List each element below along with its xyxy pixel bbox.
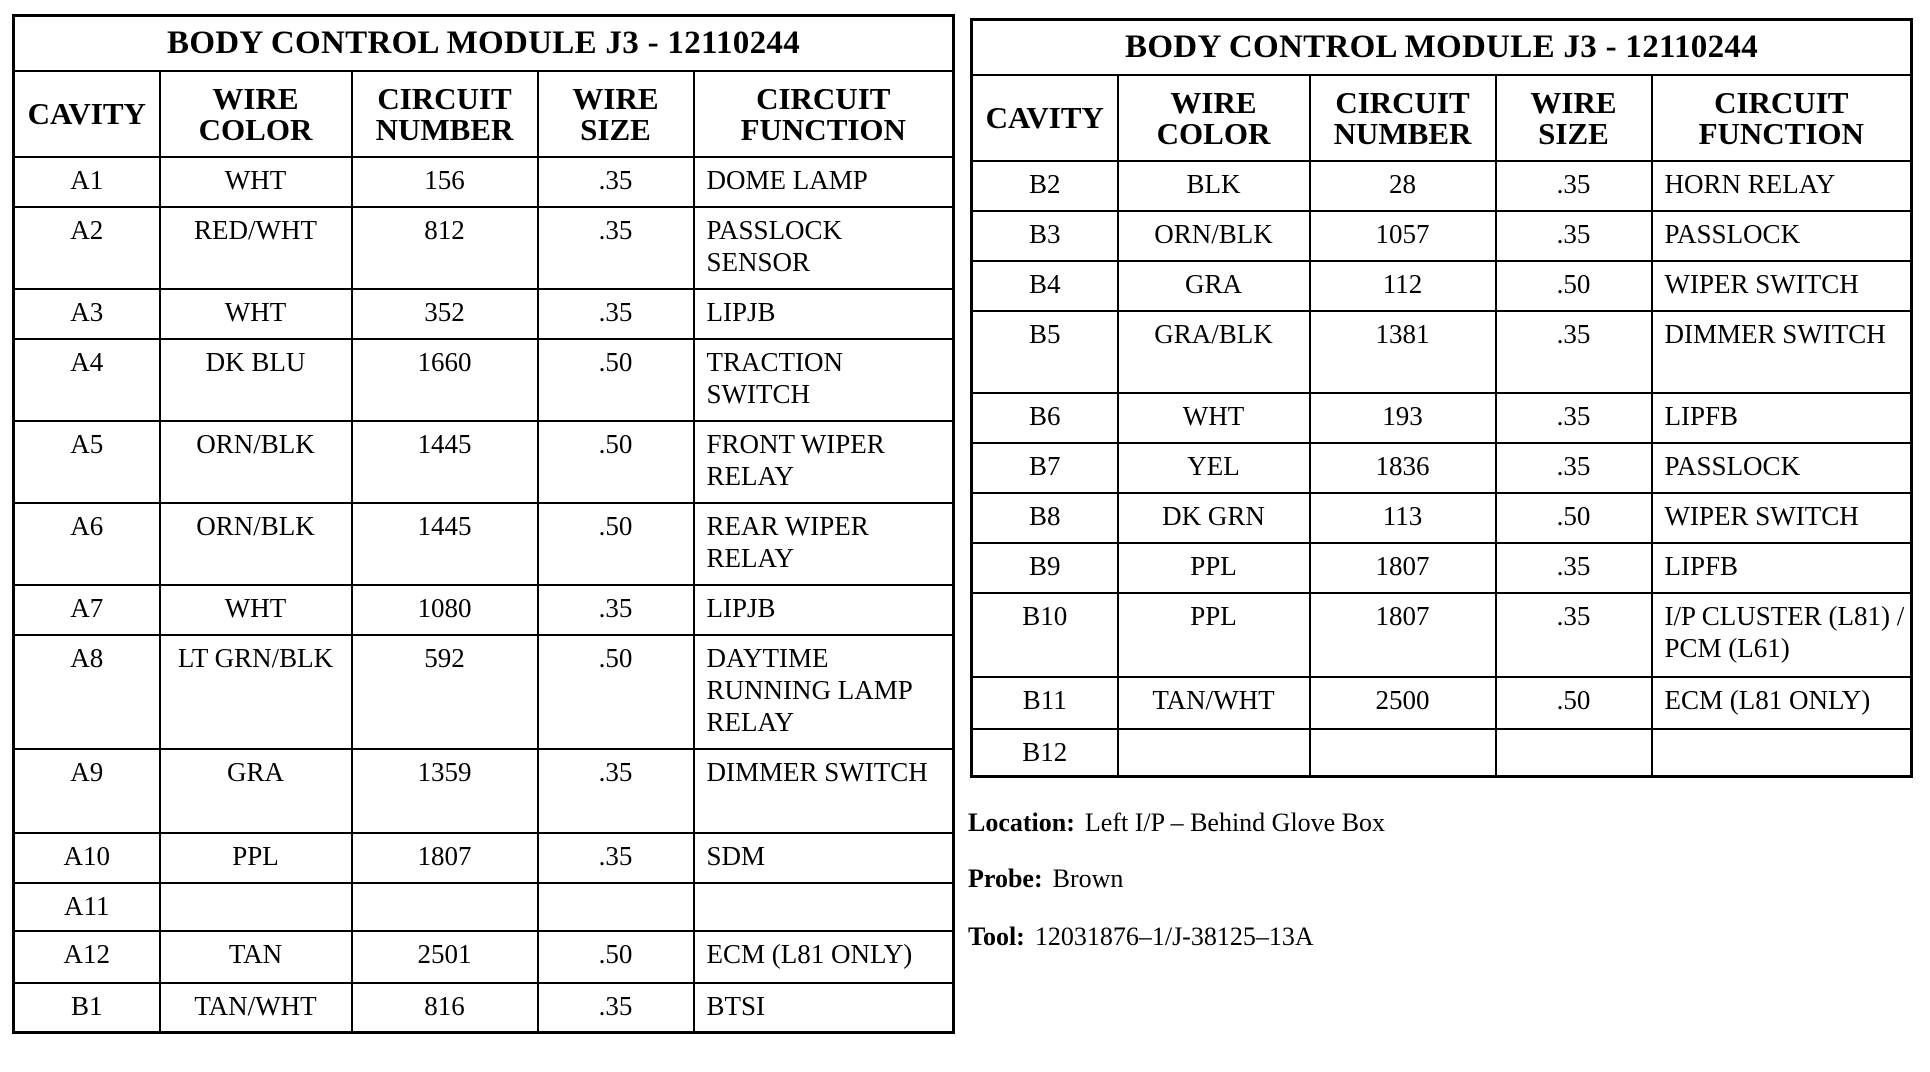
circuit-number-cell: 1381 xyxy=(1310,311,1496,393)
probe-info xyxy=(968,864,1123,894)
column-header-wire-color: WIRE COLOR xyxy=(160,71,352,157)
cavity-cell: B11 xyxy=(972,677,1118,729)
cavity-cell: A7 xyxy=(14,585,160,635)
wire-color-cell: BLK xyxy=(1118,161,1310,211)
circuit-function-cell xyxy=(1652,729,1912,777)
circuit-number-cell: 1359 xyxy=(352,749,538,833)
probe-label: Probe: xyxy=(968,864,1043,893)
wire-color-cell: DK GRN xyxy=(1118,493,1310,543)
wire-color-cell: GRA/BLK xyxy=(1118,311,1310,393)
column-header-cavity: CAVITY xyxy=(972,75,1118,161)
wire-size-cell: .35 xyxy=(1496,161,1652,211)
cavity-cell: A4 xyxy=(14,339,160,421)
circuit-number-cell: 1057 xyxy=(1310,211,1496,261)
table-row xyxy=(972,211,1912,261)
table-row xyxy=(972,261,1912,311)
circuit-number-cell xyxy=(352,883,538,931)
circuit-function-cell: FRONT WIPER RELAY xyxy=(694,421,954,503)
wire-color-cell: PPL xyxy=(1118,593,1310,677)
circuit-number-cell: 112 xyxy=(1310,261,1496,311)
cavity-cell: B3 xyxy=(972,211,1118,261)
wire-color-cell xyxy=(160,883,352,931)
circuit-function-cell: PASSLOCK SENSOR xyxy=(694,207,954,289)
circuit-function-cell: LIPJB xyxy=(694,585,954,635)
probe-value: Brown xyxy=(1052,864,1124,893)
wire-size-cell: .50 xyxy=(538,421,694,503)
wire-size-cell: .35 xyxy=(538,585,694,635)
cavity-cell: A3 xyxy=(14,289,160,339)
location-info xyxy=(968,808,1385,838)
cavity-cell: A1 xyxy=(14,157,160,207)
wire-color-cell: PPL xyxy=(1118,543,1310,593)
circuit-number-cell xyxy=(1310,729,1496,777)
cavity-cell: B4 xyxy=(972,261,1118,311)
circuit-number-cell: 28 xyxy=(1310,161,1496,211)
table-row xyxy=(972,311,1912,393)
circuit-number-cell: 2501 xyxy=(352,931,538,983)
table-row xyxy=(14,207,954,289)
table-row xyxy=(14,289,954,339)
tool-info xyxy=(968,922,1314,952)
table-title: BODY CONTROL MODULE J3 - 12110244 xyxy=(14,16,954,71)
cavity-cell: B7 xyxy=(972,443,1118,493)
circuit-number-cell: 1445 xyxy=(352,503,538,585)
circuit-function-cell: DOME LAMP xyxy=(694,157,954,207)
cavity-cell: A5 xyxy=(14,421,160,503)
wire-size-cell: .35 xyxy=(1496,311,1652,393)
wire-size-cell: .35 xyxy=(1496,393,1652,443)
column-header-circuit-number: CIRCUIT NUMBER xyxy=(1310,75,1496,161)
table-row xyxy=(972,729,1912,777)
wire-color-cell: ORN/BLK xyxy=(160,421,352,503)
circuit-number-cell: 1807 xyxy=(1310,543,1496,593)
column-header-wire-size: WIRE SIZE xyxy=(538,71,694,157)
circuit-number-cell: 812 xyxy=(352,207,538,289)
table-row xyxy=(14,421,954,503)
wire-size-cell: .35 xyxy=(1496,443,1652,493)
circuit-function-cell: BTSI xyxy=(694,983,954,1033)
column-header-wire-color: WIRE COLOR xyxy=(1118,75,1310,161)
circuit-function-cell: WIPER SWITCH xyxy=(1652,261,1912,311)
circuit-function-cell: I/P CLUSTER (L81) / PCM (L61) xyxy=(1652,593,1912,677)
cavity-cell: B1 xyxy=(14,983,160,1033)
wire-size-cell: .35 xyxy=(1496,543,1652,593)
table-row xyxy=(14,883,954,931)
table-row xyxy=(972,493,1912,543)
circuit-function-cell: TRACTION SWITCH xyxy=(694,339,954,421)
table-row xyxy=(14,749,954,833)
wire-color-cell: WHT xyxy=(1118,393,1310,443)
table-row xyxy=(14,983,954,1033)
cavity-cell: B8 xyxy=(972,493,1118,543)
circuit-number-cell: 1080 xyxy=(352,585,538,635)
wire-size-cell: .50 xyxy=(538,931,694,983)
table-row xyxy=(14,157,954,207)
wire-color-cell: ORN/BLK xyxy=(1118,211,1310,261)
cavity-cell: B2 xyxy=(972,161,1118,211)
table-title: BODY CONTROL MODULE J3 - 12110244 xyxy=(972,20,1912,75)
wire-color-cell: RED/WHT xyxy=(160,207,352,289)
cavity-cell: B5 xyxy=(972,311,1118,393)
table-row xyxy=(972,393,1912,443)
table-row xyxy=(14,635,954,749)
table-row xyxy=(972,677,1912,729)
circuit-function-cell: WIPER SWITCH xyxy=(1652,493,1912,543)
cavity-cell: A2 xyxy=(14,207,160,289)
wire-size-cell: .35 xyxy=(1496,593,1652,677)
cavity-cell: B9 xyxy=(972,543,1118,593)
connector-table-left xyxy=(12,14,955,1034)
table-row xyxy=(14,585,954,635)
circuit-function-cell: LIPFB xyxy=(1652,393,1912,443)
circuit-function-cell: SDM xyxy=(694,833,954,883)
circuit-number-cell: 816 xyxy=(352,983,538,1033)
wire-size-cell: .50 xyxy=(1496,261,1652,311)
wire-color-cell: TAN/WHT xyxy=(1118,677,1310,729)
wire-size-cell: .50 xyxy=(538,339,694,421)
location-label: Location: xyxy=(968,808,1075,837)
wire-color-cell: LT GRN/BLK xyxy=(160,635,352,749)
table-row xyxy=(972,543,1912,593)
circuit-number-cell: 156 xyxy=(352,157,538,207)
cavity-cell: A9 xyxy=(14,749,160,833)
column-header-cavity: CAVITY xyxy=(14,71,160,157)
circuit-function-cell: DIMMER SWITCH xyxy=(1652,311,1912,393)
wire-color-cell: PPL xyxy=(160,833,352,883)
wire-color-cell: YEL xyxy=(1118,443,1310,493)
circuit-function-cell: ECM (L81 ONLY) xyxy=(694,931,954,983)
wire-color-cell: WHT xyxy=(160,585,352,635)
wire-size-cell: .35 xyxy=(538,833,694,883)
circuit-function-cell: HORN RELAY xyxy=(1652,161,1912,211)
circuit-function-cell: REAR WIPER RELAY xyxy=(694,503,954,585)
cavity-cell: A6 xyxy=(14,503,160,585)
cavity-cell: B6 xyxy=(972,393,1118,443)
table-row xyxy=(14,931,954,983)
circuit-number-cell: 1660 xyxy=(352,339,538,421)
circuit-number-cell: 193 xyxy=(1310,393,1496,443)
wire-size-cell: .35 xyxy=(538,157,694,207)
cavity-cell: A8 xyxy=(14,635,160,749)
table-row xyxy=(14,833,954,883)
wire-color-cell: DK BLU xyxy=(160,339,352,421)
wire-size-cell: .50 xyxy=(1496,493,1652,543)
wire-size-cell xyxy=(1496,729,1652,777)
wire-color-cell: GRA xyxy=(1118,261,1310,311)
location-value: Left I/P – Behind Glove Box xyxy=(1084,808,1386,837)
wire-size-cell: .50 xyxy=(538,503,694,585)
table-row xyxy=(972,593,1912,677)
wire-size-cell: .50 xyxy=(538,635,694,749)
column-header-circuit-function: CIRCUIT FUNCTION xyxy=(1652,75,1912,161)
wire-size-cell: .35 xyxy=(538,983,694,1033)
column-header-circuit-number: CIRCUIT NUMBER xyxy=(352,71,538,157)
wire-color-cell: WHT xyxy=(160,289,352,339)
circuit-number-cell: 2500 xyxy=(1310,677,1496,729)
cavity-cell: B10 xyxy=(972,593,1118,677)
wire-size-cell xyxy=(538,883,694,931)
column-header-wire-size: WIRE SIZE xyxy=(1496,75,1652,161)
circuit-number-cell: 1807 xyxy=(1310,593,1496,677)
wire-color-cell: GRA xyxy=(160,749,352,833)
wire-size-cell: .50 xyxy=(1496,677,1652,729)
circuit-function-cell: LIPFB xyxy=(1652,543,1912,593)
circuit-function-cell: PASSLOCK xyxy=(1652,211,1912,261)
connector-table-right xyxy=(970,18,1913,778)
table-row xyxy=(14,339,954,421)
tool-label: Tool: xyxy=(968,922,1025,951)
wire-color-cell: WHT xyxy=(160,157,352,207)
column-header-circuit-function: CIRCUIT FUNCTION xyxy=(694,71,954,157)
circuit-number-cell: 113 xyxy=(1310,493,1496,543)
wire-color-cell: TAN xyxy=(160,931,352,983)
circuit-function-cell: PASSLOCK xyxy=(1652,443,1912,493)
cavity-cell: B12 xyxy=(972,729,1118,777)
table-row xyxy=(972,443,1912,493)
circuit-number-cell: 352 xyxy=(352,289,538,339)
circuit-function-cell: DIMMER SWITCH xyxy=(694,749,954,833)
circuit-function-cell: LIPJB xyxy=(694,289,954,339)
wire-color-cell: TAN/WHT xyxy=(160,983,352,1033)
wire-size-cell: .35 xyxy=(538,207,694,289)
tool-value: 12031876–1/J-38125–13A xyxy=(1034,922,1314,951)
wire-size-cell: .35 xyxy=(1496,211,1652,261)
circuit-function-cell: ECM (L81 ONLY) xyxy=(1652,677,1912,729)
table-body-right xyxy=(972,161,1912,777)
circuit-function-cell xyxy=(694,883,954,931)
cavity-cell: A10 xyxy=(14,833,160,883)
wire-color-cell: ORN/BLK xyxy=(160,503,352,585)
circuit-number-cell: 1445 xyxy=(352,421,538,503)
circuit-number-cell: 592 xyxy=(352,635,538,749)
cavity-cell: A12 xyxy=(14,931,160,983)
wire-size-cell: .35 xyxy=(538,749,694,833)
table-row xyxy=(14,503,954,585)
table-row xyxy=(972,161,1912,211)
wire-color-cell xyxy=(1118,729,1310,777)
circuit-function-cell: DAYTIME RUNNING LAMP RELAY xyxy=(694,635,954,749)
circuit-number-cell: 1836 xyxy=(1310,443,1496,493)
table-body-left xyxy=(14,157,954,1033)
wire-size-cell: .35 xyxy=(538,289,694,339)
cavity-cell: A11 xyxy=(14,883,160,931)
circuit-number-cell: 1807 xyxy=(352,833,538,883)
